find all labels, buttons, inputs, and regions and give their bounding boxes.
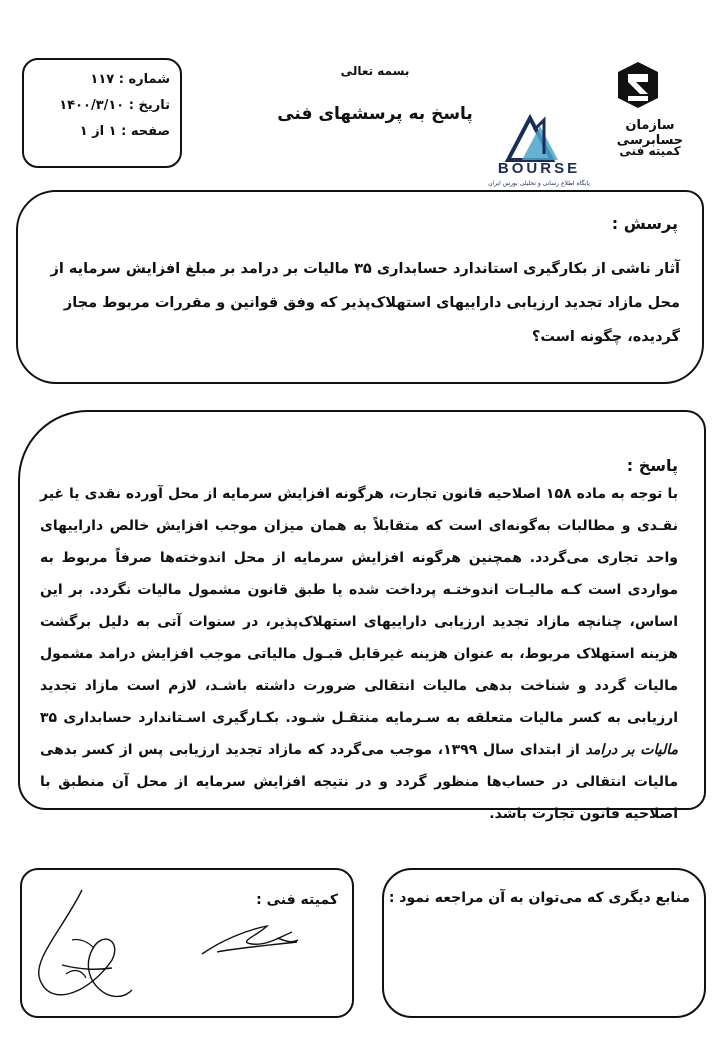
- audit-organization-logo-icon: [614, 60, 662, 110]
- sources-box: [382, 868, 706, 1018]
- document-number: شماره : ۱۱۷: [90, 72, 170, 87]
- committee-signatures: [22, 870, 356, 1020]
- answer-text-part2: از ابتدای سال ۱۳۹۹، موجب می‌گردد که مازاد تجدید ارزیابی پس از کسر بدهی مالیات انتقالی در حساب‌ها منظور گردد و در نتیجه افزایش سرمایه از محل آن منطبق با اصلاحیه قانون تجارت باشد.: [40, 742, 678, 822]
- bourse-logo-tagline: پایگاه اطلاع رسانی و تحلیلی بورس ایران: [488, 180, 590, 187]
- answer-italic-phrase: مالیات بر درامد: [585, 742, 678, 758]
- document-meta-box: [22, 58, 182, 168]
- question-box: [16, 190, 704, 384]
- answer-text-part1: با توجه به ماده ۱۵۸ اصلاحیه قانون تجارت، هرگونه افزایش سرمایه از محل آورده نقدی یا غیر نقـدی و مطالبات به‌گونه‌ای است که متقابلاً به همان میزان موجب افزایش خالص داراییهای واحد تجاری می‌گردد. همچنین هرگونه افزایش سرمایه از محل اندوخته‌ها صرفاً مربوط به مواردی است کـه مالیـات اندوختـه پرداخت شده یا طبق قانون مشمول مالیات نگردد. بر این اساس، چنانچه مازاد تجدید ارزیابی داراییهای استهلاک‌پذیر، در سنوات آتی به دلیل برگشت هزینه استهلاک مربوط، به عنوان هزینه غیرقابل قبـول مالیاتی موجب افزایش درامد مشمول مالیات گردد و شناخت بدهی مالیات انتقالی ضرورت داشته باشـد، لازم است مازاد تجدید ارزیابی به کسر مالیات متعلقه به سـرمایه منتقـل شـود. بکـارگیری اسـتاندارد حسابداری ۳۵: [40, 486, 679, 726]
- committee-signature-box: [20, 868, 354, 1018]
- signature-right: [202, 926, 298, 954]
- organization-committee: کمیته فنی: [619, 144, 681, 158]
- sources-label: منابع دیگری که می‌توان به آن مراجعه نمود :: [388, 890, 690, 906]
- basmala: بسمه تعالی: [340, 64, 410, 78]
- bourse-logo-icon: [478, 110, 598, 202]
- signature-left: [39, 890, 132, 996]
- organization-name: سازمان حسابرسی: [616, 118, 684, 148]
- bourse-logo-word: BOURSE: [497, 160, 581, 177]
- answer-heading: پاسخ :: [626, 456, 678, 475]
- answer-text: [40, 478, 678, 830]
- document-page: صفحه : ۱ از ۱: [79, 124, 170, 139]
- document-date: تاریخ : ۱۴۰۰/۳/۱۰: [59, 98, 170, 113]
- answer-box: [18, 410, 706, 822]
- question-heading: پرسش :: [611, 214, 678, 233]
- page-title: پاسخ به پرسشهای فنی: [277, 104, 473, 124]
- committee-label: کمیته فنی :: [256, 892, 338, 908]
- question-text: آثار ناشی از بکارگیری استاندارد حسابداری ۳۵ مالیات بر درامد بر مبلغ افزایش سرمایه از محل مازاد تجدید ارزیابی داراییهای استهلاک‌پذیر که وفق قوانین و مقررات مربوط مجاز گردیده، چگونه است؟: [50, 261, 680, 345]
